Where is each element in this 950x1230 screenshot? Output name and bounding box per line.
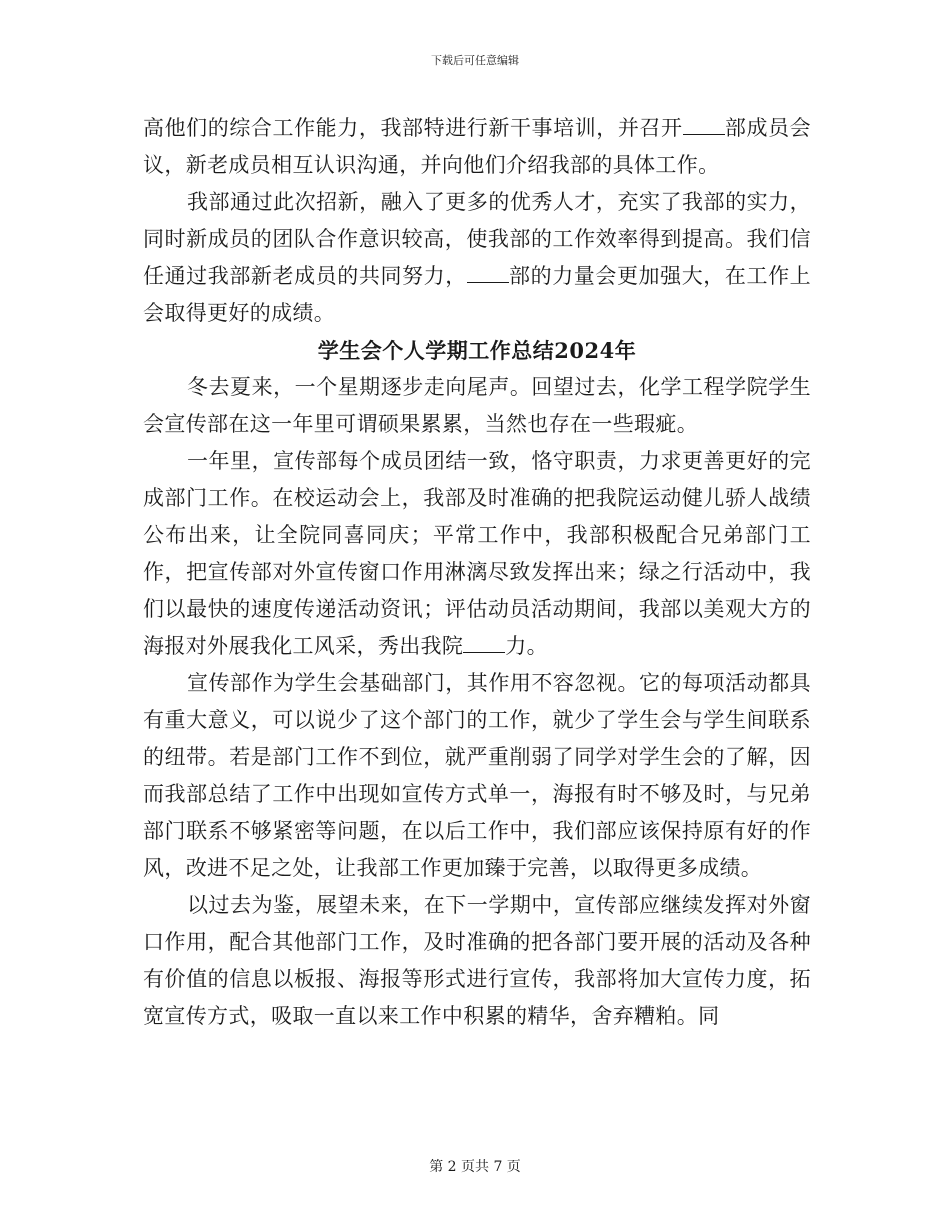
paragraph-2-text-b: 部的力量会更加强大，在工作上会取得更好的成绩。 (143, 264, 811, 325)
paragraph-2 (143, 184, 811, 332)
fill-in-blank (463, 634, 505, 653)
paragraph-4-text-a: 一年里，宣传部每个成员团结一致，恪守职责，力求更善更好的完成部门工作。在校运动会上，我部及时准确的把我院运动健儿骄人战绩公布出来，让全院同喜同庆；平常工作中，我部积极配合兄弟部门工作，把宣传部对外宣传窗口作用淋漓尽致发挥出来；绿之行活动中，我们以最快的速度传递活动资讯；评估动员活动期间，我部以美观大方的海报对外展我化工风采，秀出我院 (143, 449, 811, 658)
fill-in-blank (467, 264, 509, 283)
paragraph-3: 冬去夏来，一个星期逐步走向尾声。回望过去，化学工程学院学生会宣传部在这一年里可谓硕果累累，当然也存在一些瑕疵。 (143, 375, 811, 436)
page-footer (0, 1157, 950, 1177)
paragraph-4 (143, 443, 811, 665)
page-number: 第 2 页共 7 页 (429, 1159, 521, 1175)
paragraph-6: 以过去为鉴，展望未来，在下一学期中，宣传部应继续发挥对外窗口作用，配合其他部门工作，及时准确的把各部门要开展的活动及各种有价值的信息以板报、海报等形式进行宣传，我部将加大宣传力度，拓宽宣传方式，吸取一直以来工作中积累的精华，舍弃糟粕。同 (143, 893, 811, 1028)
paragraph-4-text-b: 力。 (505, 634, 548, 658)
paragraph-1 (143, 110, 811, 184)
paragraph-1-text-b: 部成员会议，新老成员相互认识沟通，并向他们介绍我部的具体工作。 (143, 116, 812, 177)
paragraph-1-text-a: 高他们的综合工作能力，我部特进行新干事培训，并召开 (143, 116, 683, 140)
fill-in-blank (683, 116, 725, 135)
section-title: 学生会个人学期工作总结2024年 (317, 338, 637, 363)
paragraph-2-text-a: 我部通过此次招新，融入了更多的优秀人才，充实了我部的实力，同时新成员的团队合作意识较高，使我部的工作效率得到提高。我们信任通过我部新老成员的共同努力， (143, 190, 811, 288)
header-note: 下载后可任意编辑 (431, 54, 519, 67)
document-body (143, 110, 811, 1035)
page-header (0, 53, 950, 69)
paragraph-5: 宣传部作为学生会基础部门，其作用不容忽视。它的每项活动都具有重大意义，可以说少了这个部门的工作，就少了学生会与学生间联系的纽带。若是部门工作不到位，就严重削弱了同学对学生会的了解，因而我部总结了工作中出现如宣传方式单一，海报有时不够及时，与兄弟部门联系不够紧密等问题，在以后工作中，我们部应该保持原有好的作风，改进不足之处，让我部工作更加臻于完善，以取得更多成绩。 (143, 671, 811, 880)
